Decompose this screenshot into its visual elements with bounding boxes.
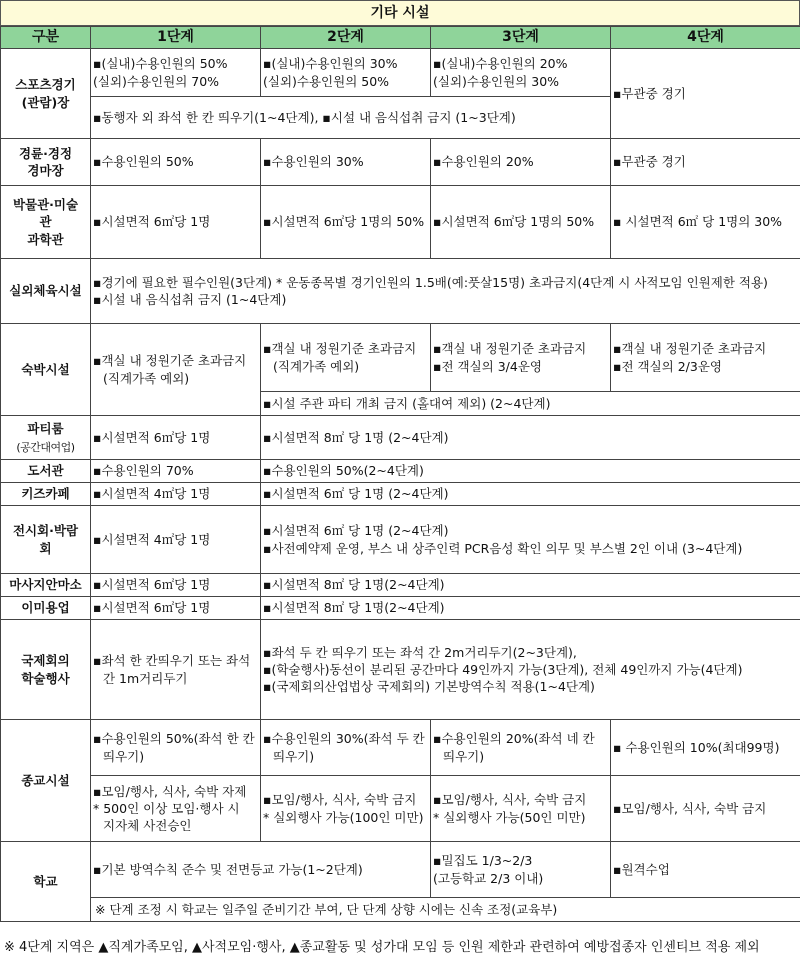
racing-stage-3: ▪수용인원의 20% xyxy=(431,139,611,186)
footnote: ※ 4단계 지역은 ▲직계가족모임, ▲사적모임·행사, ▲종교활동 및 성가대 모임 등 인원 제한과 관련하여 예방접종자 인센티브 적용 제외 xyxy=(4,940,760,955)
library-stage-1: ▪수용인원의 70% xyxy=(91,460,261,483)
partyroom-stage-1: ▪시설면적 6㎡당 1명 xyxy=(91,416,261,460)
sports-stage-2: ▪(실내)수용인원의 30% (실외)수용인원의 50% xyxy=(261,49,431,97)
museum-stage-4: ▪ 시설면적 6㎡ 당 1명의 30% xyxy=(611,186,800,259)
category-religion: 종교시설 xyxy=(1,720,91,842)
sports-stage-1: ▪(실내)수용인원의 50% (실외)수용인원의 70% xyxy=(91,49,261,97)
religion-events-stage-2: ▪모임/행사, 식사, 숙박 금지 * 실외행사 가능(100인 미만) xyxy=(261,776,431,842)
table-row xyxy=(1,186,800,259)
table-row xyxy=(1,49,800,97)
lodging-stage-3: ▪객실 내 정원기준 초과금지 ▪전 객실의 3/4운영 xyxy=(431,324,611,392)
category-racing: 경륜·경정 경마장 xyxy=(1,139,91,186)
category-museum: 박물관·미술 관 과학관 xyxy=(1,186,91,259)
kidscafe-stage-1: ▪시설면적 4㎡당 1명 xyxy=(91,483,261,506)
header-stage-3: 3단계 xyxy=(431,27,611,49)
table-row xyxy=(1,842,800,898)
header-row xyxy=(1,27,800,49)
racing-stage-2: ▪수용인원의 30% xyxy=(261,139,431,186)
museum-stage-2: ▪시설면적 6㎡당 1명의 50% xyxy=(261,186,431,259)
table-row xyxy=(1,720,800,776)
beauty-stage-1: ▪시설면적 6㎡당 1명 xyxy=(91,597,261,620)
table-row xyxy=(1,460,800,483)
lodging-common: ▪시설 주관 파티 개최 금지 (홀대여 제외) (2~4단계) xyxy=(261,392,800,416)
category-expo: 전시회·박람 회 xyxy=(1,506,91,574)
library-stage-2-4: ▪수용인원의 50%(2~4단계) xyxy=(261,460,800,483)
category-massage: 마사지안마소 xyxy=(1,574,91,597)
beauty-stage-2-4: ▪시설면적 8㎡ 당 1명(2~4단계) xyxy=(261,597,800,620)
category-conference: 국제회의 학술행사 xyxy=(1,620,91,720)
expo-stage-2-4: ▪시설면적 6㎡ 당 1명 (2~4단계) ▪사전예약제 운영, 부스 내 상주인력 PCR음성 확인 의무 및 부스별 2인 이내 (3~4단계) xyxy=(261,506,800,574)
school-stage-3: ▪밀집도 1/3~2/3 (고등학교 2/3 이내) xyxy=(431,842,611,898)
conference-stage-1: ▪좌석 한 칸띄우기 또는 좌석 간 1m거리두기 xyxy=(91,620,261,720)
racing-stage-1: ▪수용인원의 50% xyxy=(91,139,261,186)
table-row xyxy=(1,776,800,842)
religion-capacity-stage-1: ▪수용인원의 50%(좌석 한 칸 띄우기) xyxy=(91,720,261,776)
museum-stage-3: ▪시설면적 6㎡당 1명의 50% xyxy=(431,186,611,259)
partyroom-stage-2-4: ▪시설면적 8㎡ 당 1명 (2~4단계) xyxy=(261,416,800,460)
category-party-room: 파티룸 (공간대여업) xyxy=(1,416,91,460)
category-lodging: 숙박시설 xyxy=(1,324,91,416)
header-stage-4: 4단계 xyxy=(611,27,800,49)
religion-capacity-stage-3: ▪수용인원의 20%(좌석 네 칸 띄우기) xyxy=(431,720,611,776)
outdoor-all-stages: ▪경기에 필요한 필수인원(3단계) * 운동종목별 경기인원의 1.5배(예:풋살15명) 초과금지(4단계 시 사적모임 인원제한 적용) ▪시설 내 음식섭취 금지 (1~4단계) xyxy=(91,259,800,324)
category-sports: 스포츠경기 (관람)장 xyxy=(1,49,91,139)
massage-stage-2-4: ▪시설면적 8㎡ 당 1명(2~4단계) xyxy=(261,574,800,597)
massage-stage-1: ▪시설면적 6㎡당 1명 xyxy=(91,574,261,597)
school-stage-4: ▪원격수업 xyxy=(611,842,800,898)
lodging-stage-2: ▪객실 내 정원기준 초과금지(직계가족 예외) xyxy=(261,324,431,392)
header-category: 구분 xyxy=(1,27,91,49)
table-row xyxy=(1,259,800,324)
header-stage-1: 1단계 xyxy=(91,27,261,49)
expo-stage-1: ▪시설면적 4㎡당 1명 xyxy=(91,506,261,574)
sports-stage-4: ▪무관중 경기 xyxy=(611,49,800,139)
school-stage-1-2: ▪기본 방역수칙 준수 및 전면등교 가능(1~2단계) xyxy=(91,842,431,898)
table-row xyxy=(1,574,800,597)
religion-events-stage-1: ▪모임/행사, 식사, 숙박 자제 * 500인 이상 모임·행사 시 지자체 사전승인 xyxy=(91,776,261,842)
facility-rules-table xyxy=(0,26,800,922)
religion-capacity-stage-4: ▪ 수용인원의 10%(최대99명) xyxy=(611,720,800,776)
header-stage-2: 2단계 xyxy=(261,27,431,49)
kidscafe-stage-2-4: ▪시설면적 6㎡ 당 1명 (2~4단계) xyxy=(261,483,800,506)
religion-events-stage-4: ▪모임/행사, 식사, 숙박 금지 xyxy=(611,776,800,842)
table-row xyxy=(1,597,800,620)
school-note: ※ 단계 조정 시 학교는 일주일 준비기간 부여, 단 단계 상향 시에는 신속 조정(교육부) xyxy=(91,898,800,922)
museum-stage-1: ▪시설면적 6㎡당 1명 xyxy=(91,186,261,259)
table-row xyxy=(1,139,800,186)
table-row xyxy=(1,506,800,574)
table-row xyxy=(1,416,800,460)
racing-stage-4: ▪무관중 경기 xyxy=(611,139,800,186)
table-title: 기타 시설 xyxy=(0,0,800,26)
category-kids-cafe: 키즈카페 xyxy=(1,483,91,506)
lodging-stage-4: ▪객실 내 정원기준 초과금지 ▪전 객실의 2/3운영 xyxy=(611,324,800,392)
table-row xyxy=(1,324,800,392)
table-row xyxy=(1,898,800,922)
religion-capacity-stage-2: ▪수용인원의 30%(좌석 두 칸 띄우기) xyxy=(261,720,431,776)
sports-common: ▪동행자 외 좌석 한 칸 띄우기(1~4단계), ▪시설 내 음식섭취 금지 (1~3단계) xyxy=(91,97,611,139)
lodging-stage-1: ▪객실 내 정원기준 초과금지(직계가족 예외) xyxy=(91,324,261,416)
conference-stage-2-4: ▪좌석 두 칸 띄우기 또는 좌석 간 2m거리두기(2~3단계), ▪(학술행사)동선이 분리된 공간마다 49인까지 가능(3단계), 전체 49인까지 가능(4단계) ▪(국제회의산업법상 국제회의) 기본방역수칙 적용(1~4단계) xyxy=(261,620,800,720)
category-school: 학교 xyxy=(1,842,91,922)
category-beauty: 이미용업 xyxy=(1,597,91,620)
table-row xyxy=(1,483,800,506)
category-outdoor-sports: 실외체육시설 xyxy=(1,259,91,324)
sports-stage-3: ▪(실내)수용인원의 20% (실외)수용인원의 30% xyxy=(431,49,611,97)
category-library: 도서관 xyxy=(1,460,91,483)
table-row xyxy=(1,620,800,720)
religion-events-stage-3: ▪모임/행사, 식사, 숙박 금지 * 실외행사 가능(50인 미만) xyxy=(431,776,611,842)
